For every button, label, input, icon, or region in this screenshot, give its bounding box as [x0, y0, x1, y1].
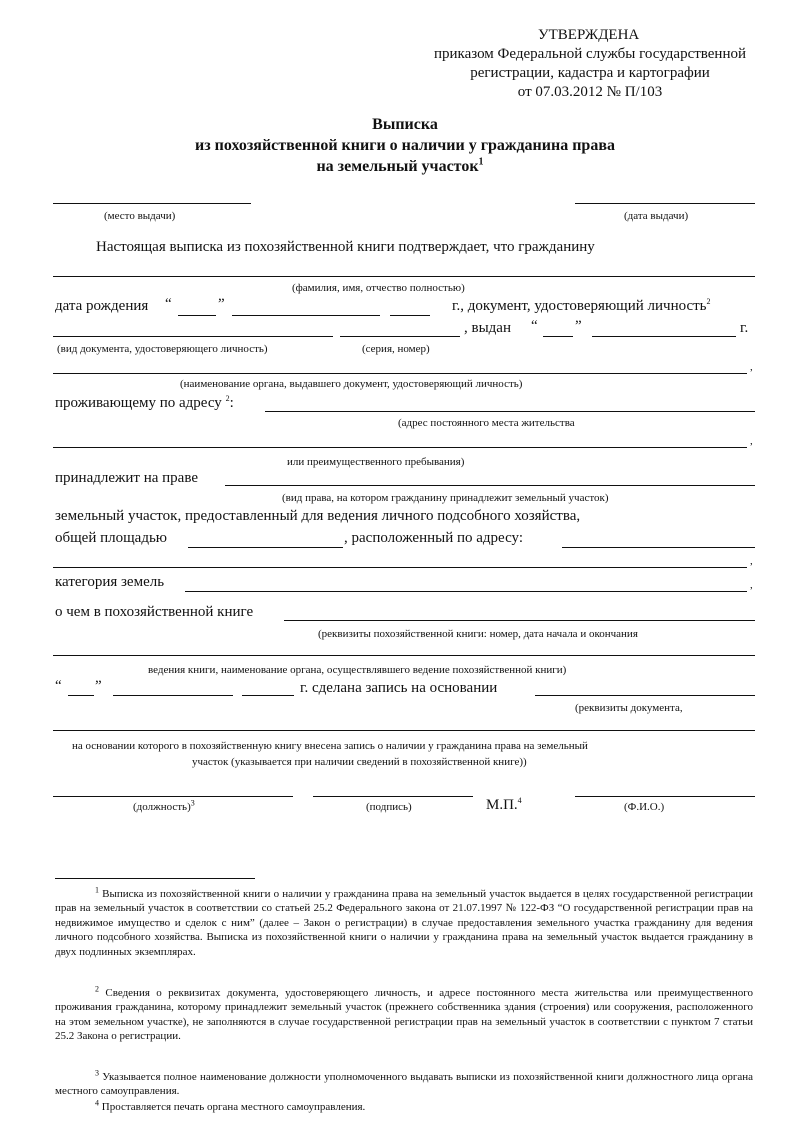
record-basis-line[interactable] [535, 695, 755, 696]
residing-label: проживающему по адресу $^2$: [55, 394, 234, 411]
issuer-line[interactable] [53, 373, 747, 374]
footnote-4: $^4$ Проставляется печать органа местного самоуправления. [95, 1098, 366, 1113]
approval-line-1: приказом Федеральной службы государственной [433, 46, 747, 62]
quote-open: “ [165, 296, 172, 312]
signature-line[interactable] [313, 796, 473, 797]
position-line[interactable] [53, 796, 293, 797]
address-line[interactable] [265, 411, 755, 412]
book-details-label-2: ведения книги, наименование органа, осуществлявшего ведение похозяйственной книги) [148, 664, 567, 676]
birth-year-line[interactable] [390, 315, 430, 316]
intro-text: Настоящая выписка из похозяйственной книги подтверждает, что гражданину [96, 239, 595, 255]
issue-day-line[interactable] [543, 336, 573, 337]
book-record-label: о чем в похозяйственной книге [55, 604, 254, 620]
heading-line-3: на земельный участок$^1$ [316, 156, 484, 175]
record-day-line[interactable] [68, 695, 94, 696]
area-line[interactable] [188, 547, 343, 548]
date-of-issue-label: (дата выдачи) [624, 210, 689, 222]
footnote-3: $^3$ Указывается полное наименование должности уполномоченного выдавать выписки из похозяйственной книги должностного лица органа местного самоуправления. [55, 1068, 753, 1098]
doc-details-label: (реквизиты документа, [575, 702, 683, 714]
location-comma: , [750, 555, 753, 567]
book-details-label: (реквизиты похозяйственной книги: номер, дата начала и окончания [318, 628, 638, 640]
record-made-label: г. сделана запись на основании [300, 680, 498, 696]
record-basis-line-2[interactable] [53, 730, 755, 731]
issuer-label: (наименование органа, выдавшего документ, удостоверяющий личность) [180, 378, 523, 390]
issued-label: , выдан [464, 320, 511, 336]
fio-line[interactable] [575, 796, 755, 797]
category-label: категория земель [55, 574, 165, 590]
category-line[interactable] [185, 591, 747, 592]
date-of-issue-line[interactable] [575, 203, 755, 204]
approval-line-2: регистрации, кадастра и картографии [470, 65, 710, 81]
right-type-line[interactable] [225, 485, 755, 486]
address-line-2[interactable] [53, 447, 747, 448]
birth-month-line[interactable] [232, 315, 380, 316]
area-label: общей площадью [55, 530, 168, 546]
belongs-label: принадлежит на праве [55, 470, 198, 486]
footnote-1: $^1$ Выписка из похозяйственной книги о наличии у гражданина права на земельный участок выдается в целях государственной регистрации прав на земельный участок в соответствии со статьей 25.2 Федерального закона от 21.07.1997 № 122-ФЗ “О государственной регистрации прав на недвижимое имущество и сделок с ним” (далее – Закон о регистрации) в случае предоставления земельного участка гражданину для ведения личного подсобного хозяйства. Выписка из похозяйственной книги о наличии у гражданина права на земельный участок выдается гражданину в двух подлинных экземплярах. [55, 885, 754, 958]
full-name-label: (фамилия, имя, отчество полностью) [292, 282, 465, 294]
footnote-2: $^2$ Сведения о реквизитах документа, удостоверяющего личность, и адресе постоянного места жительства или преимущественного проживания гражданина, которому принадлежит земельный участок (прежнего собственника здания (строения) или сооружения, расположенного на этом земельном участке), не заполняются в случае государственной регистрации прав на земельный участок в соответствии с пунктом 7 статьи 25.2 Закона о регистрации. [55, 984, 754, 1043]
issuer-comma: , [750, 361, 753, 373]
address-hint: (адрес постоянного места жительства [398, 417, 575, 429]
record-month-line[interactable] [113, 695, 233, 696]
issue-year-line[interactable] [688, 336, 736, 337]
approval-title: УТВЕРЖДЕНА [538, 27, 640, 43]
quote-close-2: ” [575, 318, 582, 334]
quote-open-3: “ [55, 678, 62, 694]
position-label: (должность)$^3$ [133, 798, 195, 813]
fio-label: (Ф.И.О.) [624, 801, 665, 813]
quote-open-2: “ [531, 318, 538, 334]
book-details-line[interactable] [284, 620, 755, 621]
plot-text: земельный участок, предоставленный для ведения личного подсобного хозяйства, [55, 508, 581, 524]
quote-close: ” [218, 296, 225, 312]
doc-series-line[interactable] [340, 336, 460, 337]
record-year-line[interactable] [242, 695, 294, 696]
year-label: г. [740, 320, 749, 336]
year-doc-label: г., документ, удостоверяющий личность$^2$ [452, 297, 711, 314]
place-of-issue-label: (место выдачи) [104, 210, 176, 222]
signature-label: (подпись) [366, 801, 412, 813]
footnote-separator [55, 878, 255, 879]
approval-line-3: от 07.03.2012 № П/103 [517, 84, 663, 100]
doc-type-label: (вид документа, удостоверяющего личность) [57, 343, 268, 355]
series-label: (серия, номер) [362, 343, 430, 355]
birth-date-label: дата рождения [55, 298, 149, 314]
location-line[interactable] [562, 547, 755, 548]
quote-close-3: ” [95, 678, 102, 694]
doc-details-label-3: участок (указывается при наличии сведений в похозяйственной книге)) [192, 756, 527, 768]
heading-line-2: из похозяйственной книги о наличии у гражданина права [195, 137, 615, 154]
seal-label: М.П.$^4$ [486, 796, 522, 813]
birth-day-line[interactable] [178, 315, 216, 316]
address-comma: , [750, 435, 753, 447]
address-hint-2: или преимущественного пребывания) [287, 456, 465, 468]
heading-line-1: Выписка [372, 116, 438, 133]
place-of-issue-line[interactable] [53, 203, 251, 204]
category-comma: , [750, 579, 753, 591]
right-type-label: (вид права, на котором гражданину принадлежит земельный участок) [282, 492, 609, 504]
full-name-line[interactable] [53, 276, 755, 277]
located-label: , расположенный по адресу: [344, 530, 524, 546]
doc-details-label-2: на основании которого в похозяйственную книгу внесена запись о наличии у гражданина права на земельный [72, 740, 588, 752]
doc-type-line[interactable] [53, 336, 333, 337]
book-details-line-2[interactable] [53, 655, 755, 656]
location-line-2[interactable] [53, 567, 747, 568]
